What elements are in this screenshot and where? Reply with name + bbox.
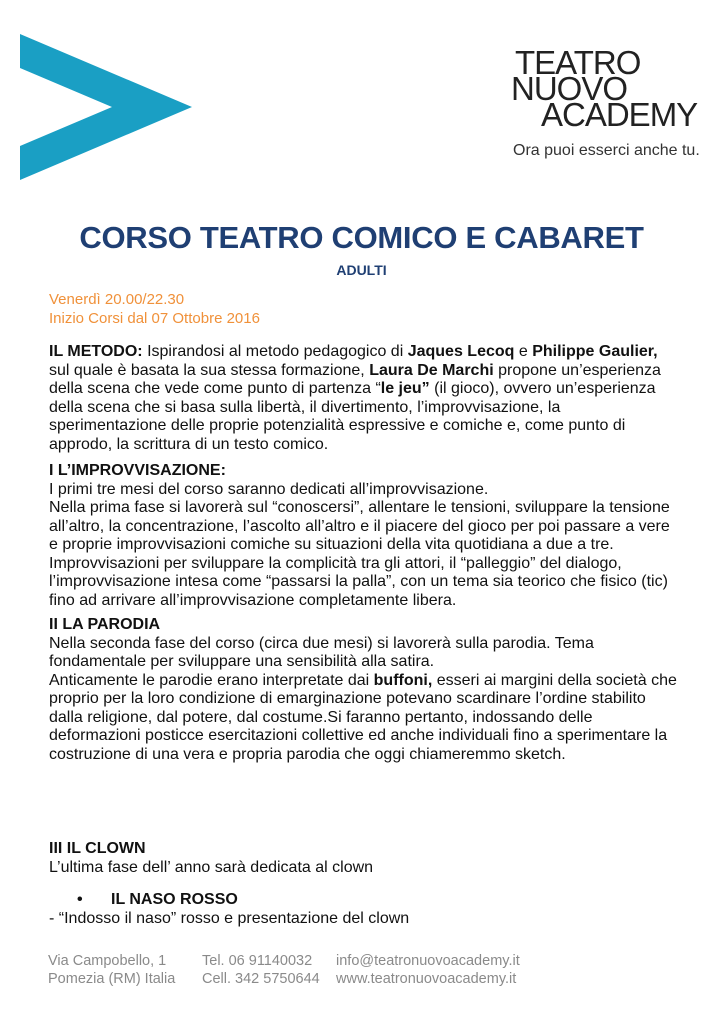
footer-address: Via Campobello, 1 Pomezia (RM) Italia [48, 953, 176, 987]
section-metodo [49, 343, 681, 454]
bullet-icon: • [77, 891, 83, 908]
naso-rosso-paragraph: - “Indosso il naso” rosso e presentazione del clown [49, 909, 410, 927]
improvvisazione-heading: I L’IMPROVVISAZIONE: [49, 462, 226, 479]
parodia-paragraph-1: Nella seconda fase del corso (circa due mesi) si lavorerà sulla parodia. Tema fondamentale per sviluppare una sensibilità alla satira. [49, 634, 594, 670]
metodo-paragraph: IL METODO: Ispirandosi al metodo pedagogico di Jaques Lecoq e Philippe Gaulier, sul quale è basata la sua stessa formazione, Laura De Marchi propone un’esperienza della scena che vede come punto di partenza “le jeu” (il gioco), ovvero un’esperienza della scena che si basa sulla libertà, il divertimento, l’improvvisazione, la sperimentazione delle proprie potenzialità espressive e comiche e, come punto di approdo, la scrittura di un testo comico. [49, 343, 661, 453]
footer-contacts [336, 952, 520, 988]
logo-line-academy: ACADEMY [541, 96, 698, 133]
parodia-paragraph-2: Anticamente le parodie erano interpretate dai buffoni, esseri ai margini della società che proprio per la loro condizione di emarginazione potevano scardinare l’ordine stabilito dalla religione, dal potere, dal costume.Si faranno pertanto, indossando delle deformazioni posticce esercitazioni collettive ed anche individuali fino a sperimentare la costruzione di una vera e propria parodia che oggi chiameremmo sketch. [49, 671, 677, 763]
list-item [49, 891, 681, 910]
naso-rosso-heading: IL NASO ROSSO [111, 891, 238, 908]
schedule-start-date: Inizio Corsi dal 07 Ottobre 2016 [49, 310, 260, 327]
website-link[interactable]: www.teatronuovoacademy.it [336, 971, 517, 987]
page-subtitle: ADULTI [336, 262, 387, 278]
email-link[interactable]: info@teatronuovoacademy.it [336, 953, 520, 969]
footer-phones: Tel. 06 91140032 Cell. 342 5750644 [202, 953, 320, 987]
chevron-logo-icon [20, 34, 192, 180]
metodo-heading: IL METODO: [49, 343, 143, 360]
logo-line-nuovo: NUOVO [511, 70, 628, 107]
logo-tagline: Ora puoi esserci anche tu. [513, 142, 700, 159]
schedule-time: Venerdì 20.00/22.30 [49, 291, 185, 308]
logo-line-teatro: TEATRO [515, 44, 641, 81]
section-parodia [49, 616, 681, 764]
clown-paragraph: L’ultima fase dell’ anno sarà dedicata al clown [49, 858, 374, 876]
parodia-heading: II LA PARODIA [49, 616, 161, 633]
clown-heading: III IL CLOWN [49, 840, 146, 857]
teatro-nuovo-academy-logo [511, 44, 711, 160]
page-title: CORSO TEATRO COMICO E CABARET [79, 220, 644, 255]
section-improvvisazione [49, 462, 681, 610]
improvvisazione-paragraph-2: Nella prima fase si lavorerà sul “conoscersi”, allentare le tensioni, sviluppare la tensione all’altro, la concentrazione, l’ascolto all’altro e il piacere del gioco per poi passare a vere e proprie improvvisazioni comiche su situazioni della vita quotidiana a due a tre. Improvvisazioni per sviluppare la complicità tra gli attori, il “palleggio” del dialogo, l’improvvisazione intesa come “passarsi la palla”, con un tema sia teorico che fisico (tic) fino ad arrivare all’improvvisazione completamente libera. [49, 499, 670, 609]
improvvisazione-paragraph-1: I primi tre mesi del corso saranno dedicati all’improvvisazione. [49, 480, 489, 498]
schedule-info [49, 290, 260, 328]
section-clown [49, 840, 681, 928]
